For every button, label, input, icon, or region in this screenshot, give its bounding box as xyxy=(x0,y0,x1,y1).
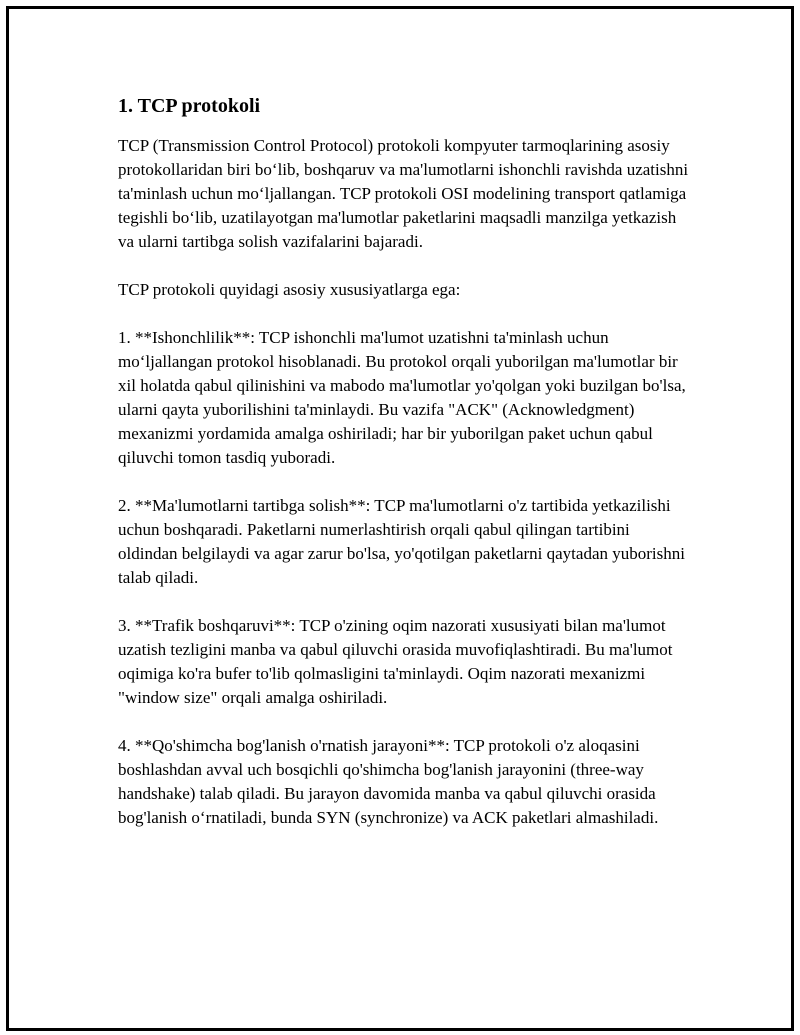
feature-flow-control-paragraph: 3. **Trafik boshqaruvi**: TCP o'zining oqim nazorati xususiyati bilan ma'lumot uzatish tezligini manba va qabul qiluvchi orasida muvofiqlashtiradi. Bu ma'lumot oqimiga ko'ra bufer to'lib qolmasligini ta'minlaydi. Oqim nazorati mexanizmi "window size" orqali amalga oshiriladi. xyxy=(118,616,673,707)
section-heading: 1. TCP protokoli xyxy=(118,95,261,117)
document-body xyxy=(118,92,693,854)
feature-handshake-paragraph: 4. **Qo'shimcha bog'lanish o'rnatish jarayoni**: TCP protokoli o'z aloqasini boshlashdan avval uch bosqichli qo'shimcha bog'lanish jarayonini (three-way handshake) talab qiladi. Bu jarayon davomida manba va qabul qiluvchi orasida bog'lanish o‘rnatiladi, bunda SYN (synchronize) va ACK paketlari almashiladi. xyxy=(118,736,659,827)
feature-ordering-paragraph: 2. **Ma'lumotlarni tartibga solish**: TCP ma'lumotlarni o'z tartibida yetkazilishi uchun boshqaradi. Paketlarni numerlashtirish orqali qabul qilingan tartibini oldindan belgilaydi va agar zarur bo'lsa, yo'qotilgan paketlarni qaytadan yuborishni talab qiladi. xyxy=(118,496,685,587)
feature-reliability-paragraph: 1. **Ishonchlilik**: TCP ishonchli ma'lumot uzatishni ta'minlash uchun mo‘ljallangan protokol hisoblanadi. Bu protokol orqali yuborilgan ma'lumotlar bir xil holatda qabul qilinishini va mabodo ma'lumotlar yo'qolgan yoki buzilgan bo'lsa, ularni qayta yuborilishini ta'minlaydi. Bu vazifa "ACK" (Acknowledgment) mexanizmi yordamida amalga oshiriladi; har bir yuborilgan paket uchun qabul qiluvchi tomon tasdiq yuboradi. xyxy=(118,328,686,467)
features-intro-paragraph: TCP protokoli quyidagi asosiy xususiyatlarga ega: xyxy=(118,280,461,299)
intro-paragraph: TCP (Transmission Control Protocol) protokoli kompyuter tarmoqlarining asosiy protokollaridan biri bo‘lib, boshqaruv va ma'lumotlarni ishonchli ravishda uzatishni ta'minlash uchun mo‘ljallangan. TCP protokoli OSI modelining transport qatlamiga tegishli bo‘lib, uzatilayotgan ma'lumotlar paketlarini maqsadli manzilga yetkazish va ularni tartibga solish vazifalarini bajaradi. xyxy=(118,136,689,251)
